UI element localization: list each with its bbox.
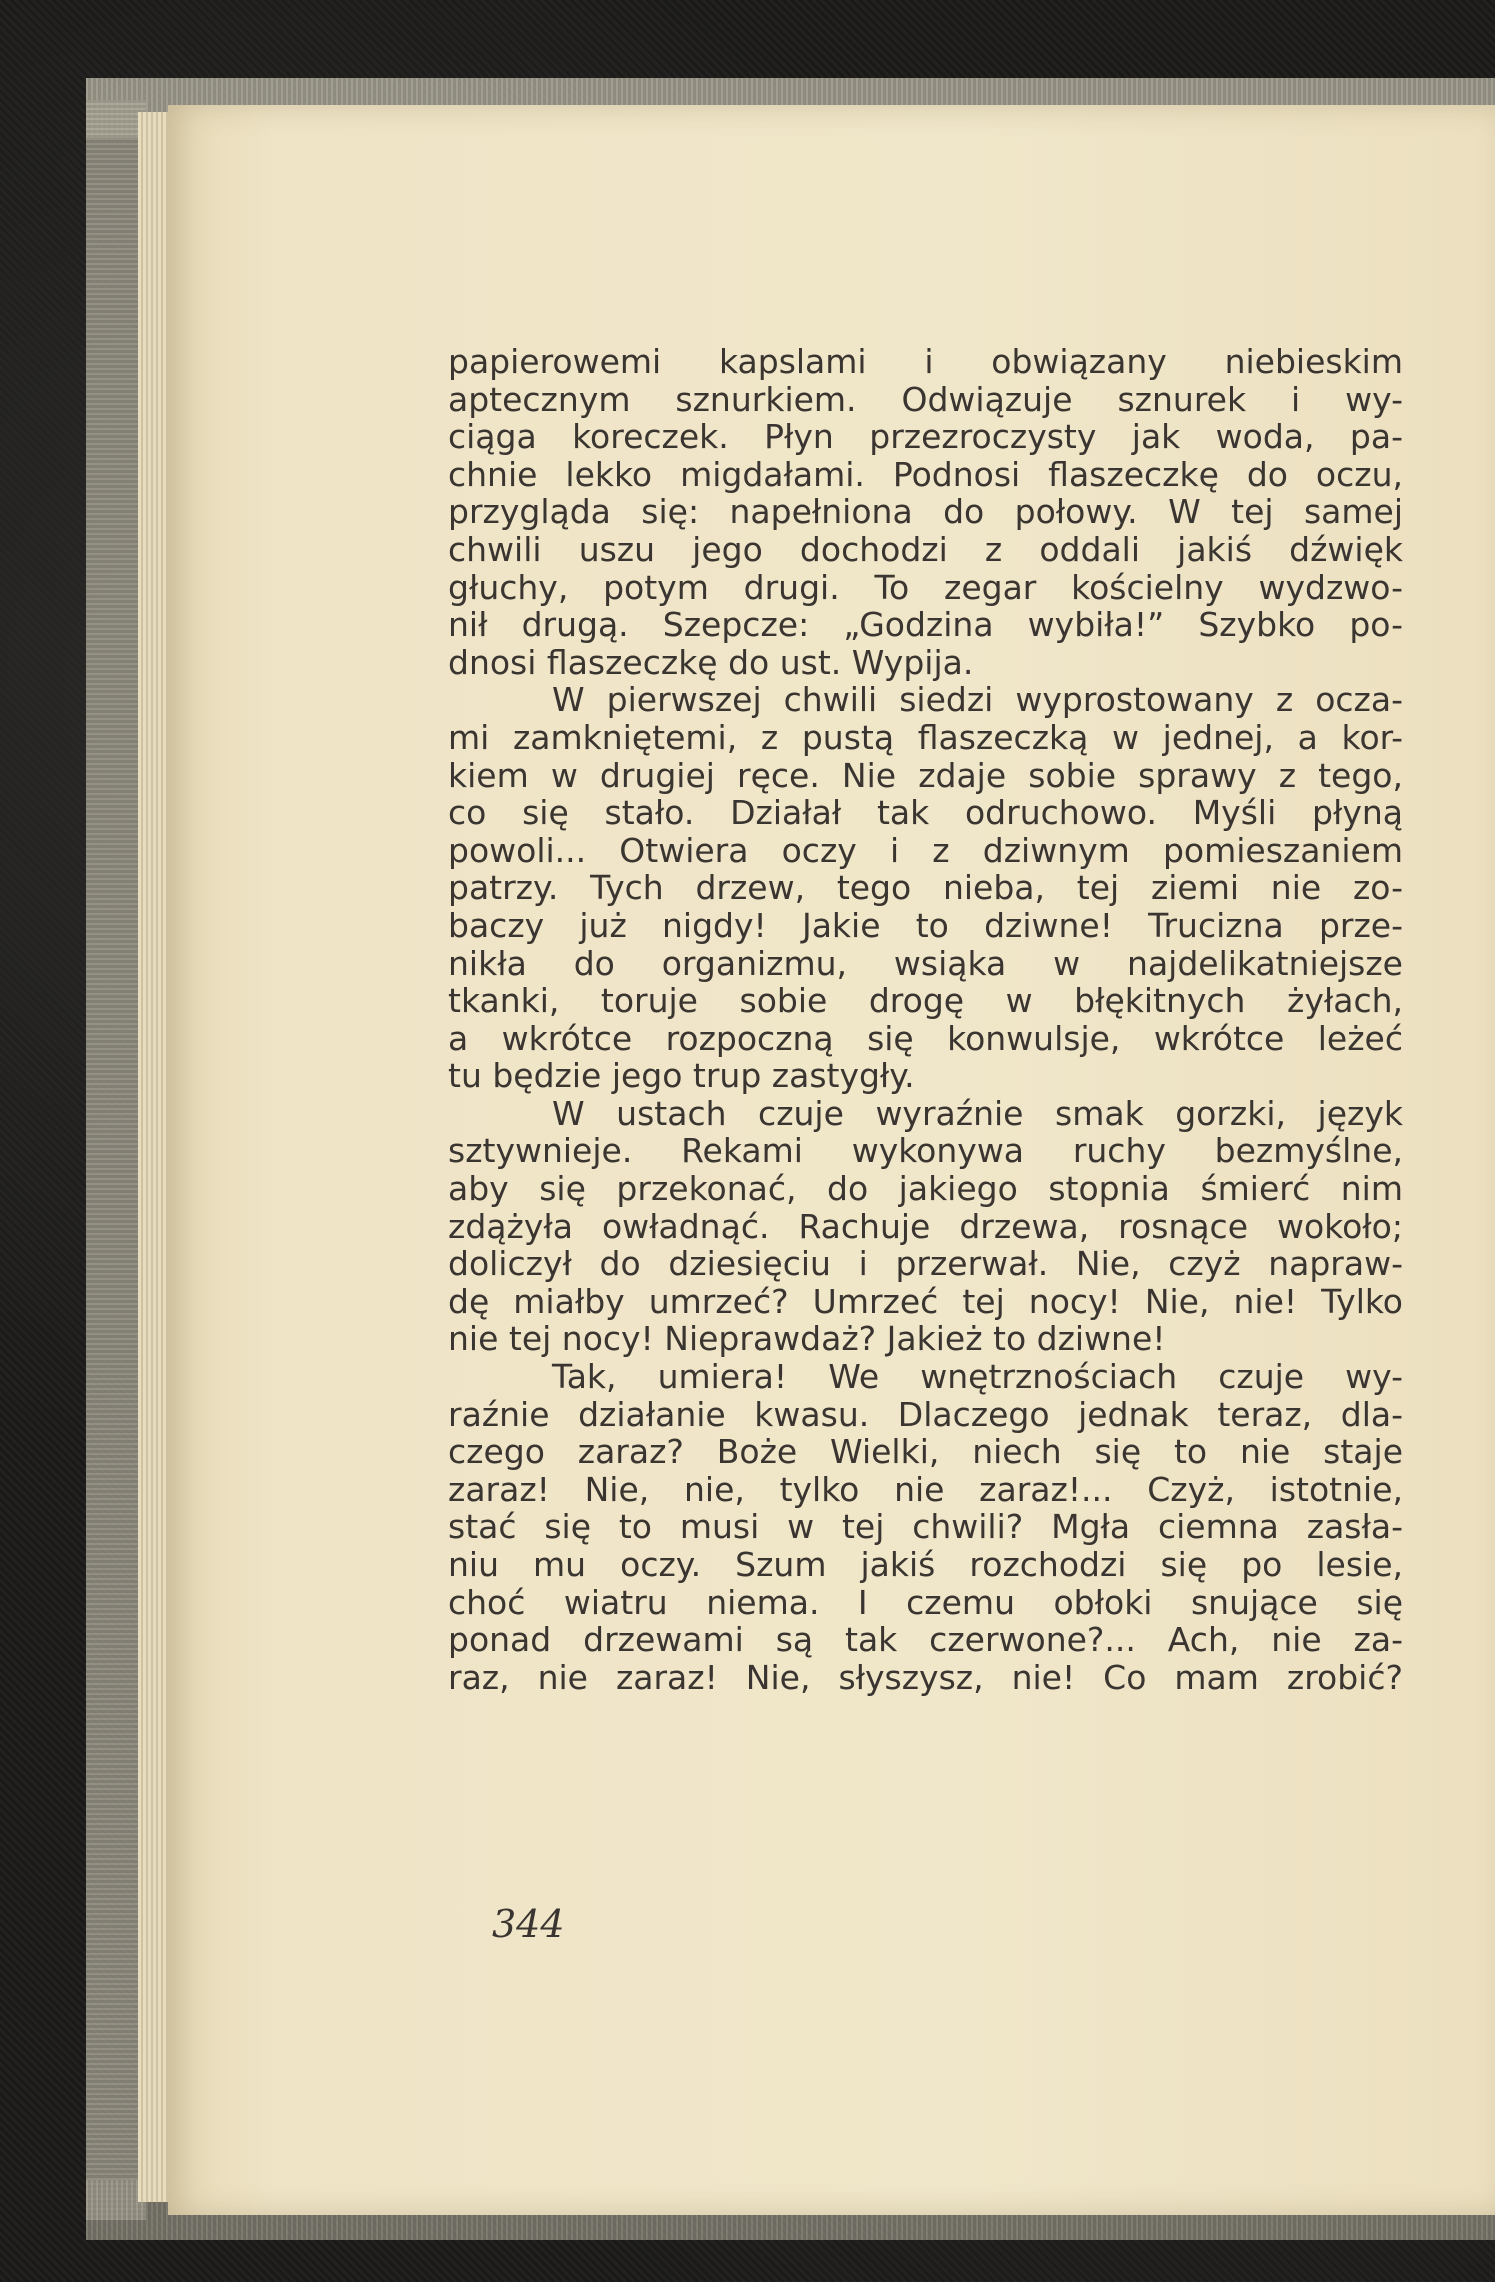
text-line: aptecznym sznurkiem. Odwiązuje sznurek i wy- [448, 379, 1403, 419]
text-line: nił drugą. Szepcze: „Godzina wybiła!” Szybko po- [448, 605, 1403, 645]
text-line: papierowemi kapslami i obwiązany niebieskim [448, 342, 1403, 381]
page-number: 344 [492, 1902, 565, 1946]
text-line: dę miałby umrzeć? Umrzeć tej nocy! Nie, nie! Tylko [448, 1281, 1403, 1321]
text-line: doliczył do dziesięciu i przerwał. Nie, czyż napraw- [448, 1244, 1403, 1284]
cloth-binding-left [86, 100, 146, 2220]
text-line: mi zamkniętemi, z pustą flaszeczką w jednej, a kor- [448, 717, 1403, 757]
text-line: patrzy. Tych drzew, tego nieba, tej ziemi nie zo- [448, 868, 1403, 908]
text-line: chnie lekko migdałami. Podnosi flaszeczkę do oczu, [448, 454, 1403, 494]
text-line: ciąga koreczek. Płyn przezroczysty jak woda, pa- [448, 417, 1403, 457]
text-line: nie tej nocy! Nieprawdaż? Jakież to dziwne! [448, 1319, 1166, 1359]
text-line: raźnie działanie kwasu. Dlaczego jednak teraz, dla- [448, 1394, 1403, 1434]
text-line: czego zaraz? Boże Wielki, niech się to nie staje [448, 1432, 1403, 1472]
text-line: kiem w drugiej ręce. Nie zdaje sobie sprawy z tego, [448, 755, 1403, 795]
text-line: głuchy, potym drugi. To zegar kościelny wydzwo- [448, 567, 1403, 607]
text-line: zdążyła owładnąć. Rachuje drzewa, rosnące wokoło; [448, 1206, 1403, 1246]
text-line: chwili uszu jego dochodzi z oddali jakiś dźwięk [448, 529, 1403, 569]
page-text-block [448, 343, 1403, 1696]
text-line: co się stało. Działał tak odruchowo. Myśli płyną [448, 793, 1403, 833]
text-line: powoli... Otwiera oczy i z dziwnym pomieszaniem [448, 830, 1403, 870]
text-line: W pierwszej chwili siedzi wyprostowany z ocza- [552, 680, 1403, 720]
text-line: aby się przekonać, do jakiego stopnia śmierć nim [448, 1169, 1403, 1209]
text-line: raz, nie zaraz! Nie, słyszysz, nie! Co mam zrobić? [448, 1657, 1403, 1697]
text-line: baczy już nigdy! Jakie to dziwne! Trucizna prze- [448, 905, 1403, 945]
text-line: Tak, umiera! We wnętrznościach czuje wy- [552, 1357, 1403, 1397]
text-line: a wkrótce rozpoczną się konwulsje, wkrótce leżeć [448, 1018, 1403, 1058]
text-line: sztywnieje. Rekami wykonywa ruchy bezmyślne, [448, 1131, 1403, 1171]
text-line: przygląda się: napełniona do połowy. W tej samej [448, 492, 1403, 532]
text-line: stać się to musi w tej chwili? Mgła ciemna zasła- [448, 1507, 1403, 1547]
text-line: nikła do organizmu, wsiąka w najdelikatniejsze [448, 943, 1403, 983]
text-line: W ustach czuje wyraźnie smak gorzki, język [552, 1093, 1403, 1133]
text-line: tu będzie jego trup zastygły. [448, 1056, 915, 1096]
text-line: choć wiatru niema. I czemu obłoki snujące się [448, 1582, 1403, 1622]
text-line: ponad drzewami są tak czerwone?... Ach, nie za- [448, 1620, 1403, 1660]
text-line: zaraz! Nie, nie, tylko nie zaraz!... Czyż, istotnie, [448, 1469, 1403, 1509]
text-line: tkanki, toruje sobie drogę w błękitnych żyłach, [448, 981, 1403, 1021]
text-line: niu mu oczy. Szum jakiś rozchodzi się po lesie, [448, 1545, 1403, 1584]
text-line: dnosi flaszeczkę do ust. Wypija. [448, 642, 974, 682]
